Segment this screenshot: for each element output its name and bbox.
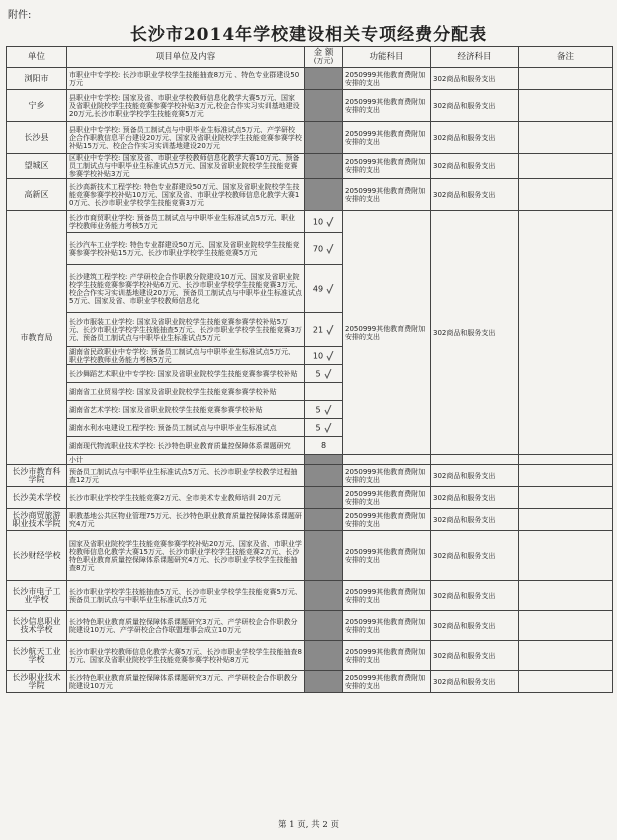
amount-value: 5: [315, 423, 321, 432]
amount-cell-redacted: [305, 154, 343, 179]
function-subject-cell: 2050999其他教育费附加安排的支出: [343, 179, 431, 211]
amount-cell: [305, 383, 343, 401]
amount-value: 70: [312, 244, 324, 253]
function-subject-cell: 2050999其他教育费附加安排的支出: [343, 531, 431, 581]
remark-cell: [519, 211, 613, 455]
project-cell: 县职业中专学校: 国家及省、市职业学校教师信息化教学大赛5万元、国家及省职业院校学生技能竞赛参赛学校补贴3万元,校企合作实习实训基地建设20万元,长沙市职业学校学生技能竞赛5万元: [67, 90, 305, 122]
table-row: [7, 465, 613, 487]
amount-cell: [305, 347, 343, 365]
table-row: [7, 641, 613, 671]
remark-cell: [519, 671, 613, 693]
economic-subject-cell: 302商品和服务支出: [431, 531, 519, 581]
function-subject-cell: 2050999其他教育费附加安排的支出: [343, 68, 431, 90]
function-subject-cell: 2050999其他教育费附加安排的支出: [343, 122, 431, 154]
project-cell: 湖南省工业贸易学校: 国家及省职业院校学生技能竞赛参赛学校补贴: [67, 383, 305, 401]
amount-cell-redacted: [305, 581, 343, 611]
checkmark-icon: [326, 217, 334, 227]
project-cell: 长沙舞蹈艺术职业中专学校: 国家及省职业院校学生技能竞赛参赛学校补贴: [67, 365, 305, 383]
amount-cell: [305, 437, 343, 455]
amount-cell-redacted: [305, 179, 343, 211]
project-cell: 湖南省艺术学校: 国家及省职业院校学生技能竞赛参赛学校补贴: [67, 401, 305, 419]
economic-subject-cell: 302商品和服务支出: [431, 487, 519, 509]
economic-subject-cell: 302商品和服务支出: [431, 509, 519, 531]
amount-cell-redacted: [305, 487, 343, 509]
col-header-amount: [305, 47, 343, 68]
function-subject-cell: 2050999其他教育费附加安排的支出: [343, 154, 431, 179]
project-cell: 湖南现代物流职业技术学校: 长沙特色职业教育质量控保障体系课题研究: [67, 437, 305, 455]
unit-cell: 长沙财经学校: [7, 531, 67, 581]
economic-subject-cell: 302商品和服务支出: [431, 581, 519, 611]
remark-cell: [519, 509, 613, 531]
project-cell: 区职业中专学校: 国家及省、市职业学校教师信息化教学大赛10万元、预备员工制试点与中职毕业生标准试点5万元、国家及省职业院校学生技能竞赛参赛学校补贴3万元: [67, 154, 305, 179]
function-subject-cell: [343, 455, 431, 465]
amount-cell-redacted: [305, 465, 343, 487]
amount-cell: [305, 419, 343, 437]
amount-cell-redacted: [305, 90, 343, 122]
table-body: [7, 68, 613, 693]
table-row: [7, 179, 613, 211]
economic-subject-cell: [431, 455, 519, 465]
table-row: [7, 581, 613, 611]
project-cell: 长沙特色职业教育质量控保障体系课题研究3万元、产学研校企合作职教分院建设10万元、产学研校企合作联盟理事会成立10万元: [67, 611, 305, 641]
remark-cell: [519, 581, 613, 611]
table-row: [7, 211, 613, 233]
unit-cell: 长沙市电子工业学校: [7, 581, 67, 611]
project-cell: 湖南省民政职业中专学校: 预备员工制试点与中职毕业生标准试点5万元、职业学校教师业务能力考核5万元: [67, 347, 305, 365]
amount-cell: [305, 365, 343, 383]
subtotal-row: [7, 455, 613, 465]
project-cell: 长沙市职业学校学生技能抽查5万元、长沙市职业学校学生技能竞赛5万元、预备员工制试点与中职毕业生标准试点5万元: [67, 581, 305, 611]
amount-cell: [305, 233, 343, 265]
unit-cell: 长沙县: [7, 122, 67, 154]
amount-value: 5: [315, 369, 321, 378]
remark-cell: [519, 90, 613, 122]
unit-cell: 长沙信息职业技术学校: [7, 611, 67, 641]
checkmark-icon: [324, 369, 332, 379]
col-header-economic: 经济科目: [431, 47, 519, 68]
project-cell: 长沙市职业学校学生技能竞赛2万元、全市美术专业教师培训 20万元: [67, 487, 305, 509]
economic-subject-cell: 302商品和服务支出: [431, 122, 519, 154]
checkmark-icon: [326, 284, 334, 294]
unit-cell: 长沙市教育科学院: [7, 465, 67, 487]
economic-subject-cell: 302商品和服务支出: [431, 211, 519, 455]
allocation-table: [6, 46, 613, 693]
col-header-amount-line2: (万元): [313, 57, 334, 65]
project-cell: 长沙汽车工业学校: 特色专业群建设50万元、国家及省职业院校学生技能竞赛参赛学校补贴15万元、长沙市职业学校学生技能竞赛5万元: [67, 233, 305, 265]
amount-cell: [305, 211, 343, 233]
table-row: [7, 531, 613, 581]
col-header-project: 项目单位及内容: [67, 47, 305, 68]
project-cell: 职教基地公共区物业管理75万元、长沙特色职业教育质量控保障体系课题研究4万元: [67, 509, 305, 531]
amount-cell: [305, 313, 343, 347]
project-cell: 长沙市职业学校教师信息化教学大赛5万元、长沙市职业学校学生技能抽查8万元、国家及省职业院校学生技能竞赛参赛学校补贴8万元: [67, 641, 305, 671]
table-row: [7, 90, 613, 122]
table-row: [7, 122, 613, 154]
amount-cell: [305, 455, 343, 465]
attachment-label: 附件:: [8, 10, 32, 21]
remark-cell: [519, 179, 613, 211]
project-cell: 国家及省职业院校学生技能竞赛参赛学校补贴20万元、国家及省、市职业学校教师信息化教学大赛15万元、长沙市职业学校学生技能竞赛2万元、长沙特色职业教育质量控保障体系课题研究4万元、长沙市职业学校学生技能抽查8万元: [67, 531, 305, 581]
table-row: [7, 487, 613, 509]
project-cell: 市职业中专学校: 长沙市职业学校学生技能抽查8万元 、特色专业群建设50万元: [67, 68, 305, 90]
table-row: [7, 154, 613, 179]
unit-cell: 长沙职业技术学院: [7, 671, 67, 693]
function-subject-cell: 2050999其他教育费附加安排的支出: [343, 90, 431, 122]
amount-cell: [305, 401, 343, 419]
unit-cell: 高新区: [7, 179, 67, 211]
project-cell: 湖南水利水电建设工程学校: 预备员工制试点与中职毕业生标准试点: [67, 419, 305, 437]
unit-cell: 市教育局: [7, 211, 67, 465]
project-cell: 长沙特色职业教育质量控保障体系课题研究3万元、产学研校企合作职教分院建设10万元: [67, 671, 305, 693]
function-subject-cell: 2050999其他教育费附加安排的支出: [343, 487, 431, 509]
amount-cell-redacted: [305, 68, 343, 90]
remark-cell: [519, 611, 613, 641]
amount-cell-redacted: [305, 509, 343, 531]
checkmark-icon: [324, 405, 332, 415]
document-title: 长沙市2014年学校建设相关专项经费分配表: [129, 25, 488, 45]
unit-cell: 宁乡: [7, 90, 67, 122]
amount-cell-redacted: [305, 531, 343, 581]
project-cell: 长沙市商贸职业学校: 预备员工制试点与中职毕业生标准试点5万元、职业学校教师业务能力考核5万元: [67, 211, 305, 233]
amount-value: 10: [312, 351, 324, 360]
function-subject-cell: 2050999其他教育费附加安排的支出: [343, 509, 431, 531]
table-row: [7, 509, 613, 531]
amount-value: 49: [312, 284, 324, 293]
table-row: [7, 671, 613, 693]
economic-subject-cell: 302商品和服务支出: [431, 671, 519, 693]
checkmark-icon: [324, 423, 332, 433]
col-header-function: 功能科目: [343, 47, 431, 68]
remark-cell: [519, 455, 613, 465]
economic-subject-cell: 302商品和服务支出: [431, 611, 519, 641]
amount-value: 8: [320, 440, 327, 450]
unit-cell: 长沙航天工业学校: [7, 641, 67, 671]
amount-cell-redacted: [305, 641, 343, 671]
remark-cell: [519, 531, 613, 581]
economic-subject-cell: 302商品和服务支出: [431, 179, 519, 211]
remark-cell: [519, 122, 613, 154]
function-subject-cell: 2050999其他教育费附加安排的支出: [343, 211, 431, 455]
economic-subject-cell: 302商品和服务支出: [431, 68, 519, 90]
project-cell: 长沙高新技术工程学校: 特色专业群建设50万元、国家及省职业院校学生技能竞赛参赛学校补贴10万元、国家及省、市职业学校教师信息化教学大赛10万元、长沙市职业学校学生技能竞赛3万元: [67, 179, 305, 211]
economic-subject-cell: 302商品和服务支出: [431, 465, 519, 487]
economic-subject-cell: 302商品和服务支出: [431, 154, 519, 179]
unit-cell: 长沙商贸旅游职业技术学院: [7, 509, 67, 531]
project-cell: 长沙市服装工业学校: 国家及省职业院校学生技能竞赛参赛学校补贴5万元、长沙市职业学校学生技能抽查5万元、长沙市职业学校学生技能竞赛3万元、预备员工制试点与中职毕业生标准试点5万元: [67, 313, 305, 347]
function-subject-cell: 2050999其他教育费附加安排的支出: [343, 465, 431, 487]
subtotal-label: 小计: [67, 455, 305, 465]
economic-subject-cell: 302商品和服务支出: [431, 641, 519, 671]
table-row: [7, 68, 613, 90]
unit-cell: 浏阳市: [7, 68, 67, 90]
amount-value: 21: [312, 325, 324, 334]
amount-cell-redacted: [305, 671, 343, 693]
checkmark-icon: [326, 351, 334, 361]
remark-cell: [519, 465, 613, 487]
function-subject-cell: 2050999其他教育费附加安排的支出: [343, 581, 431, 611]
page-footer: 第 1 页, 共 2 页: [277, 820, 340, 830]
unit-cell: 长沙美术学校: [7, 487, 67, 509]
project-cell: 预备员工制试点与中职毕业生标准试点5万元、长沙市职业学校教学过程抽查12万元: [67, 465, 305, 487]
amount-cell: [305, 265, 343, 313]
function-subject-cell: 2050999其他教育费附加安排的支出: [343, 611, 431, 641]
amount-cell-redacted: [305, 122, 343, 154]
remark-cell: [519, 68, 613, 90]
col-header-amount-line1: 金 额: [313, 48, 334, 58]
economic-subject-cell: 302商品和服务支出: [431, 90, 519, 122]
table-header-row: [7, 47, 613, 68]
checkmark-icon: [326, 325, 334, 335]
table-row: [7, 611, 613, 641]
function-subject-cell: 2050999其他教育费附加安排的支出: [343, 671, 431, 693]
function-subject-cell: 2050999其他教育费附加安排的支出: [343, 641, 431, 671]
amount-cell-redacted: [305, 611, 343, 641]
col-header-remark: 备注: [519, 47, 613, 68]
remark-cell: [519, 154, 613, 179]
project-cell: 县职业中专学校: 预备员工制试点与中职毕业生标准试点5万元、产学研校企合作职教信息平台建设20万元、国家及省职业院校学生技能竞赛参赛学校补贴15万元、校企合作实习实训基地建设20万元: [67, 122, 305, 154]
amount-value: 10: [312, 217, 324, 226]
remark-cell: [519, 487, 613, 509]
unit-cell: 望城区: [7, 154, 67, 179]
remark-cell: [519, 641, 613, 671]
project-cell: 长沙建筑工程学校: 产学研校企合作职教分院建设10万元、国家及省职业院校学生技能竞赛参赛学校补贴6万元、长沙市职业学校学生技能竞赛3万元、校企合作实习实训基地建设20万元、预备员工制试点与中职毕业生标准试点5万元、国家及省、市职业学校教师信息化: [67, 265, 305, 313]
checkmark-icon: [326, 244, 334, 254]
amount-value: 5: [315, 405, 321, 414]
col-header-unit: 单位: [7, 47, 67, 68]
